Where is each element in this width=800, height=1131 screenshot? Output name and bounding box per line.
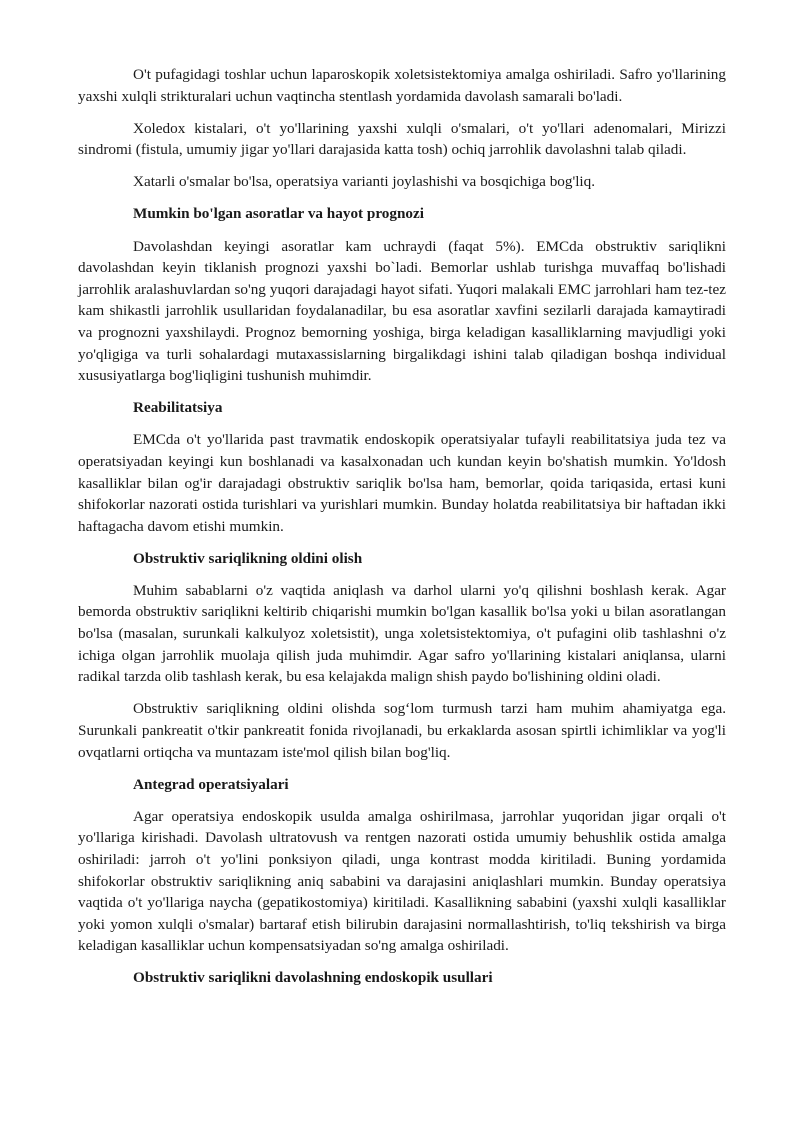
heading-complications-prognosis: Mumkin bo'lgan asoratlar va hayot prognozi xyxy=(133,205,424,223)
paragraph-laparoscopic-cholecystectomy: O't pufagidagi toshlar uchun laparoskopik xoletsistektomiya amalga oshiriladi. Safro yo'llarining yaxshi xulqli strikturalari uchun vaqtincha stentlash yordamida davolash samarali bo'ladi. xyxy=(78,66,726,105)
heading-rehabilitation: Reabilitatsiya xyxy=(133,399,223,417)
heading-prevention: Obstruktiv sariqlikning oldini olish xyxy=(133,549,363,567)
paragraph-rehabilitation: EMCda o't yo'llarida past travmatik endoskopik operatsiyalar tufayli reabilitatsiya juda tez va operatsiyadan keyingi kun boshlanadi va kasalxonadan uch kundan keyin bo'shatish mumkin. Yo'ldosh kasalliklar bilan og'ir darajadagi obstruktiv sariqlik bo'lsa ham, bemorlar, qoida tariqasida, ertasi kuni shifokorlar nazorati ostida turishlari va yurishlari mumkin. Bunday holatda reabilitatsiya bir haftadan ikki haftagacha davom etishi mumkin. xyxy=(78,431,726,535)
heading-endoscopic-methods: Obstruktiv sariqlikni davolashning endoskopik usullari xyxy=(133,969,493,987)
paragraph-complications-prognosis: Davolashdan keyingi asoratlar kam uchraydi (faqat 5%). EMCda obstruktiv sariqlikni davolashdan keyin tiklanish prognozi yaxshi bo`ladi. Bemorlar ushlab turishga muvaffaq bo'lishadi jarrohlik aralashuvlardan so'ng yuqori darajadagi hayot sifati. Yuqori malakali EMC jarrohlari ham tez-tez kam shikastli jarrohlik usullaridan foydalanadilar, bu esa asoratlar xavfini sezilarli darajada kamaytiradi va prognozni yaxshilaydi. Prognoz bemorning yoshiga, birga keladigan kasalliklarning mavjudligi yoki yo'qligiga va turli sohalardagi mutaxassislarning birgalikdagi ishini talab qiladigan boshqa individual xususiyatlarga bog'liqligini tushunish muhimdir. xyxy=(78,237,726,385)
paragraph-antegrade-operations: Agar operatsiya endoskopik usulda amalga oshirilmasa, jarrohlar yuqoridan jigar orqali o't yo'llariga kirishadi. Davolash ultratovush va rentgen nazorati ostida umumiy behushlik ostida amalga oshiriladi: jarroh o't yo'lini ponksiyon qiladi, unga kontrast modda kiritiladi. Buning yordamida shifokorlar obstruktiv sariqlikning aniq sababini va darajasini aniqlashlari mumkin. Bunday operatsiya vaqtida o't yo'llariga naycha (gepatikostomiya) kiritiladi. Kasallikning sababini (yaxshi xulqli kasalliklar yoki yomon xulqli o'smalar) bartaraf etish bilirubin darajasini normallashtirish, to'liq tekshirish va birga keladigan kasalliklar uchun kompensatsiyadan so'ng amalga oshiriladi. xyxy=(78,807,726,955)
paragraph-prevention-lifestyle: Obstruktiv sariqlikning oldini olishda sog‘lom turmush tarzi ham muhim ahamiyatga ega. Surunkali pankreatit o'tkir pankreatit fonida rivojlanadi, bu erkaklarda asosan spirtli ichimliklar va yog'li ovqatlarni ortiqcha va muntazam iste'mol qilish bilan bog'liq. xyxy=(78,700,726,761)
paragraph-open-surgery-indications: Xoledox kistalari, o't yo'llarining yaxshi xulqli o'smalari, o't yo'llari adenomalari, Mirizzi sindromi (fistula, umumiy jigar yo'llari darajasida katta tosh) ochiq jarrohlik davolashni talab qiladi. xyxy=(78,119,726,159)
document-page xyxy=(78,64,726,999)
paragraph-prevention-causes: Muhim sabablarni o'z vaqtida aniqlash va darhol ularni yo'q qilishni boshlash kerak. Agar bemorda obstruktiv sariqlikni keltirib chiqarishi mumkin bo'lgan kasallik bo'lsa yoki u bilan asoratlangan bo'lsa (masalan, surunkali kalkulyoz xoletsistit), unga xoletsistektomiya, o't pufagini olib tashlashni o'z ichiga olgan jarrohlik muolaja qilish juda muhimdir. Agar safro yo'llarining kistalari aniqlansa, ularni radikal tarzda olib tashlash kerak, bu esa kelajakda malign shish paydo bo'lishining oldini oladi. xyxy=(78,581,726,686)
paragraph-malignant-tumors: Xatarli o'smalar bo'lsa, operatsiya varianti joylashishi va bosqichiga bog'liq. xyxy=(133,173,596,191)
heading-antegrade-operations: Antegrad operatsiyalari xyxy=(133,775,289,793)
